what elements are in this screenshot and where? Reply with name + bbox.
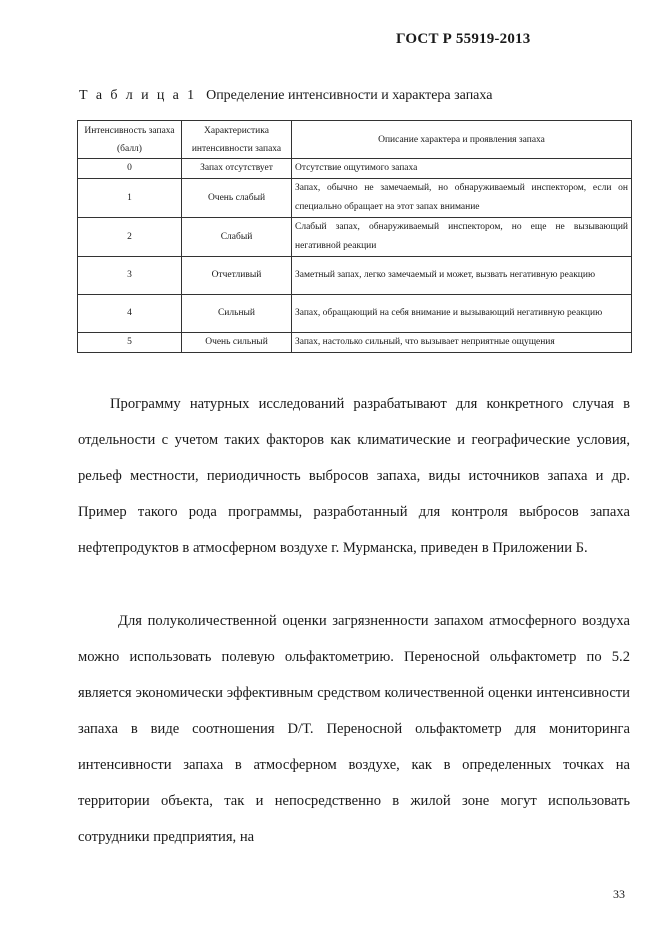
- body-paragraph: Программу натурных исследований разрабатывают для конкретного случая в отдельности с учетом таких факторов как климатические и географические условия, рельеф местности, периодичность выбросов запаха, виды источников запаха и др. Пример такого рода программы, разработанный для контроля выбросов запаха нефтепродуктов в атмосферном воздухе г. Мурманска, приведен в Приложении Б.: [78, 396, 630, 556]
- cell-level: Запах отсутствует: [182, 159, 292, 179]
- cell-level: Очень сильный: [182, 333, 292, 353]
- table-caption-label: Т а б л и ц а 1: [79, 88, 197, 103]
- cell-level: Сильный: [182, 295, 292, 333]
- cell-score: 5: [78, 333, 182, 353]
- cell-description: Отсутствие ощутимого запаха: [292, 159, 632, 179]
- cell-description: Заметный запах, легко замечаемый и может, вызвать негативную реакцию: [292, 257, 632, 295]
- header-intensity-score: Интенсивность запаха (балл): [78, 121, 182, 159]
- table-row: [78, 159, 632, 179]
- table-row: [78, 218, 632, 257]
- table-row: [78, 257, 632, 295]
- table-caption: [79, 88, 492, 104]
- cell-score: 2: [78, 218, 182, 257]
- table-row: [78, 295, 632, 333]
- cell-description: Слабый запах, обнаруживаемый инспектором, но еще не вызывающий негативной реакции: [292, 218, 632, 257]
- odor-intensity-table: [77, 120, 632, 353]
- cell-description: Запах, обращающий на себя внимание и вызывающий негативную реакцию: [292, 295, 632, 333]
- body-paragraph: Для полуколичественной оценки загрязненности запахом атмосферного воздуха можно использовать полевую ольфактометрию. Переносной ольфактометр по 5.2 является экономически эффективным средством количественной оценки интенсивности запаха в виде соотношения D/T. Переносной ольфактометр для мониторинга интенсивности запаха в атмосферном воздухе, как в определенных точках на территории объекта, так и непосредственно в жилой зоне могут использовать сотрудники предприятия, на: [78, 613, 630, 845]
- header-description: Описание характера и проявления запаха: [292, 121, 632, 159]
- table-row: [78, 333, 632, 353]
- cell-description: Запах, настолько сильный, что вызывает неприятные ощущения: [292, 333, 632, 353]
- cell-score: 0: [78, 159, 182, 179]
- cell-level: Слабый: [182, 218, 292, 257]
- document-code-header: ГОСТ Р 55919-2013: [396, 31, 531, 47]
- cell-level: Очень слабый: [182, 179, 292, 218]
- table-caption-title: Определение интенсивности и характера запаха: [206, 88, 493, 103]
- cell-description: Запах, обычно не замечаемый, но обнаруживаемый инспектором, если он специально обращает на этот запах внимание: [292, 179, 632, 218]
- cell-score: 4: [78, 295, 182, 333]
- page-number: 33: [613, 887, 625, 901]
- header-intensity-level: Характеристика интенсивности запаха: [182, 121, 292, 159]
- cell-score: 1: [78, 179, 182, 218]
- table-row: [78, 179, 632, 218]
- cell-score: 3: [78, 257, 182, 295]
- cell-level: Отчетливый: [182, 257, 292, 295]
